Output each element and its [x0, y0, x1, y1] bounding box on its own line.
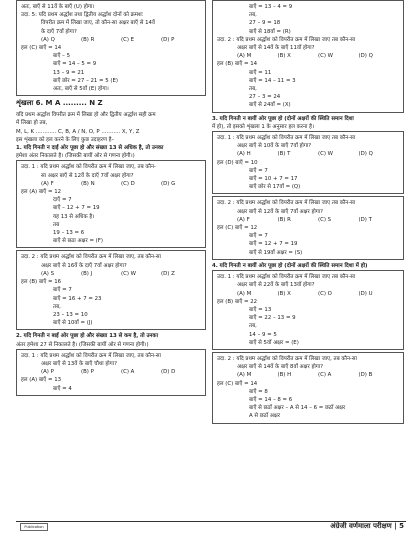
example-box	[212, 270, 404, 350]
solution-line: हल (C) बाएँ = 14	[21, 45, 62, 52]
example-box	[212, 0, 404, 113]
solution-line: बाएँ से छठाँ अक्षर – A से 14 – 6 = छठाँ अक्षर	[249, 405, 346, 412]
intro-line: इस शृंखला को हल करने के लिए कुछ उदाहरण है–	[16, 136, 115, 143]
solution-line: हल (C) बाएँ = 14	[217, 380, 258, 387]
solution-line: तब,	[249, 323, 257, 330]
option: (A) F	[41, 180, 54, 187]
rule-line: 1. यदि गिनती न दाईं ओर पूछा हो और संख्या 13 से अधिक है, तो उनका	[16, 145, 164, 152]
option: (B) N	[81, 180, 95, 187]
options-row	[21, 36, 201, 44]
solution-line: 23 – 13 = 10	[53, 311, 88, 318]
option: (A) H	[237, 151, 251, 158]
solution-line: हल (B) बाएँ = 14	[217, 61, 258, 68]
example-box	[212, 352, 404, 424]
option: (D) D	[161, 369, 176, 376]
solution-line: बाएँ = 12 + 7 = 19	[249, 241, 298, 248]
option: (C) W	[121, 270, 137, 277]
solution-line: तब,	[53, 303, 61, 310]
option: (C) W	[318, 151, 334, 158]
solution-line: बाएँ = 7	[249, 233, 268, 240]
text-line: उदा. 1 : यदि प्रथम अर्द्धांश को विपरीत क्रम में लिखा जाए, तब कौन-	[21, 164, 156, 171]
solution-line: बाएँ से छठा अक्षर = (F)	[53, 238, 103, 245]
page-footer	[0, 517, 416, 535]
solution-line: बाएँ = 11	[249, 69, 272, 76]
text-line: अक्षर बाएँ से 22वें के बाएँ 13वाँ होगा?	[237, 282, 315, 289]
solution-line: बाएँ – 5	[53, 53, 71, 60]
text-line: उदा. 5: यदि प्रथम अर्द्धांश तथा द्वितीय अर्द्धांश दोनों को क्रमशः	[21, 12, 143, 19]
option: (A) P	[41, 369, 54, 376]
solution-line: हल (A) बाएँ = 13	[21, 377, 62, 384]
option: (D) Q	[358, 53, 373, 60]
example-box	[16, 250, 206, 330]
solution-line: 19 – 13 = 6	[53, 230, 85, 237]
option: (A) F	[237, 216, 250, 223]
option: (D) U	[358, 290, 373, 297]
option: (A) M	[237, 53, 252, 60]
solution-line: 14 – 9 = 5	[249, 331, 277, 338]
option: (D) Q	[358, 151, 373, 158]
solution-line: बाएँ = 16 + 7 = 23	[53, 295, 102, 302]
option: (D) Z	[161, 270, 175, 277]
intro-line: यदि प्रथम अर्द्धांश विपरीत क्रम में लिखा हो और द्वितीय अर्द्धांश सही क्रम	[16, 112, 156, 119]
text-line: अक्षर बाएँ से 13वें के बाएँ चौथा होगा?	[41, 360, 117, 367]
text-line: उदा. 1 : यदि प्रथम अर्द्धांश को विपरीत क्रम में लिखा जाए तब कौन-सा	[217, 135, 356, 142]
solution-line: बाएँ से 5वाँ अक्षर = (E)	[249, 339, 299, 346]
solution-line: तब,	[249, 86, 257, 93]
solution-line: बाएँ से 19वाँ अक्षर = (S)	[249, 249, 303, 256]
text-line: अक्षर बाएँ से 10वें के बाएँ 7वाँ होगा?	[237, 143, 312, 150]
solution-line: बाएँ = 7	[53, 287, 72, 294]
option: (A) Q	[41, 36, 55, 43]
options-row	[21, 270, 201, 278]
solution-line: हल (A) बाएँ = 12	[21, 189, 62, 196]
option: (A) M	[237, 372, 252, 379]
solution-line: बाएँ छोर से 17वाँ = (Q)	[249, 184, 301, 191]
option: (B) H	[277, 372, 292, 379]
option: (C) A	[318, 372, 332, 379]
options-row	[21, 180, 201, 188]
example-box	[16, 160, 206, 248]
text-line: उदा. 2 : यदि प्रथम अर्द्धांश को विपरीत क्रम में लिखा जाए तब कौन-सा	[217, 200, 356, 207]
text-line: उदा. 2 : यदि प्रथम अर्द्धांश को विपरीत क्रम में लिखा जाए तब कौन-सा	[217, 36, 356, 43]
text-line: विपरीत क्रम में लिखा जाए, तो कौन-सा अक्षर बाएँ से 14वें	[41, 20, 155, 27]
option: (A) M	[237, 290, 252, 297]
option: (D) B	[358, 372, 373, 379]
option: (B) T	[277, 151, 291, 158]
option: (B) J	[81, 270, 93, 277]
text-line: सा अक्षर बाएँ से 12वें के दाएँ 7वाँ अक्षर होगा?	[41, 172, 134, 179]
text-line: अक्षर बाएँ से 16वें के दाएँ 7वाँ अक्षर होगा?	[41, 262, 127, 269]
footer-title-page-number: अंग्रेजी वर्णमाला परीक्षण | 5	[330, 522, 404, 530]
text-line: उदा. 1 : यदि प्रथम अर्द्धांश को विपरीत क्रम में लिखा जाए, तब कौन-सा	[21, 352, 161, 359]
rule-line: हमेशा अंतर निकालते है। (जिसकी बायीं ओर से गणना होगी।)	[16, 153, 135, 160]
left-column	[16, 0, 206, 398]
solution-line: तब,	[249, 12, 257, 19]
solution-line: बाएँ = 10 + 7 = 17	[249, 176, 298, 183]
solution-line: बाएँ = 8	[249, 388, 268, 395]
solution-line: बाएँ = 14 – 5 = 9	[53, 61, 97, 68]
solution-line: 27 – 3 = 24	[249, 94, 281, 101]
solution-line: तब	[53, 221, 60, 228]
text-line: उदा. 2 : यदि प्रथम अर्द्धांश को विपरीत क्रम में लिखा जाए, तब कौन-सा	[21, 254, 161, 261]
example-box	[16, 349, 206, 396]
option: (C) A	[121, 369, 135, 376]
solution-line: बाएँ = 14 – 11 = 3	[249, 77, 296, 84]
text-line: अक्षर बाएँ से 12वें के बाएँ 7वाँ अक्षर होगा?	[237, 208, 324, 215]
right-column	[212, 0, 404, 426]
section-heading: शृंखला 6. M A ......... N Z	[16, 99, 103, 108]
options-row	[217, 150, 399, 158]
text-line: के दाएँ 7वाँ होगा?	[41, 28, 77, 35]
text-line: उदा. 2 : यदि प्रथम अर्द्धांश को विपरीत क्रम में लिखा जाए, तब कौन-सा	[217, 355, 357, 362]
text-line: अक्षर बाएँ से 14वें के बाएँ 11वाँ होगा?	[237, 45, 315, 52]
option: (D) T	[358, 216, 372, 223]
rule-line: में हो), तो इसको शृंखला 1 के अनुसार हल करना है।	[212, 123, 315, 130]
solution-line: दाएँ = 7	[53, 197, 72, 204]
option: (C) D	[121, 180, 135, 187]
option: (D) P	[161, 36, 175, 43]
option: (B) R	[277, 216, 291, 223]
options-row	[217, 216, 399, 224]
option: (B) X	[277, 290, 291, 297]
solution-line: बाएँ छोर = 27 – 21 = 5 (E)	[53, 77, 119, 84]
options-row	[217, 52, 399, 60]
option: (C) O	[318, 290, 332, 297]
options-row	[217, 290, 399, 298]
publisher-logo: Publication	[20, 523, 48, 531]
solution-line: हल (C) बाएँ = 12	[217, 225, 258, 232]
option: (A) S	[41, 270, 55, 277]
text-line: अतः, बाएँ से 11वें के बाएँ (U) होगा।	[21, 4, 95, 10]
option: (C) W	[318, 53, 334, 60]
solution-line: बाएँ से 24वाँ = (X)	[249, 102, 291, 109]
solution-line: बाएँ से 18वाँ = (R)	[249, 28, 291, 35]
text-line: अक्षर बाएँ से 14वें के बाएँ 8वाँ अक्षर होगा?	[237, 364, 324, 371]
solution-line: यह 13 से अधिक है।	[53, 213, 95, 220]
intro-line: M, L, K ............ C, B, A / N, O, P ........... X, Y, Z	[16, 128, 140, 135]
option: (B) R	[81, 36, 95, 43]
solution-line: बाएँ = 22 – 13 = 9	[249, 315, 296, 322]
rule-line: 4. यदि गिनती न बायीं ओर पूछा हो (दोनों अक्षरों की स्थिति समान दिशा में हो)	[212, 262, 368, 269]
rule-line: 3. यदि गिनती न बायीं ओर पूछा हो (दोनों अक्षरों की स्थिति समान दिशा	[212, 115, 354, 122]
solution-line: हल (B) बाएँ = 16	[21, 279, 62, 286]
solution-line: A से छठाँ अक्षर	[249, 413, 280, 420]
option: (C) S	[318, 216, 332, 223]
example-box	[212, 131, 404, 194]
solution-line: बाएँ = 7	[249, 167, 268, 174]
solution-line: 13 – 9 = 21	[53, 69, 85, 76]
solution-line: बाएँ से 10वाँ = (J)	[53, 320, 93, 327]
solution-line: अतः, बाएँ से 5वाँ (E) होगा।	[53, 86, 109, 93]
options-row	[217, 371, 399, 379]
option: (B) P	[81, 369, 94, 376]
solution-line: बाएँ = 4	[53, 385, 72, 392]
rule-line: 2. यदि गिनती न बाईं ओर पूछा हो और संख्या 13 से कम है, तो उनका	[16, 333, 158, 340]
option: (D) G	[161, 180, 176, 187]
intro-line: में लिखा हो तब,	[16, 120, 48, 127]
solution-line: 27 – 9 = 18	[249, 20, 281, 27]
option: (C) E	[121, 36, 135, 43]
solution-line: हल (B) बाएँ = 22	[217, 298, 258, 305]
solution-line: बाएँ = 13	[249, 306, 272, 313]
options-row	[21, 368, 201, 376]
rule-line: अंतर हमेशा 27 से निकालते है। (जिसकी बायीं ओर से गणना होगी।)	[16, 341, 149, 348]
solution-line: बाएँ = 14 – 8 = 6	[249, 396, 293, 403]
option: (B) X	[277, 53, 291, 60]
text-line: उदा. 1 : यदि प्रथम अर्द्धांश को विपरीत क्रम में लिखा जाए तब कौन-सा	[217, 274, 356, 281]
solution-line: बाएँ = 13 – 4 = 9	[249, 4, 293, 10]
example-box	[16, 0, 206, 96]
solution-line: हल (D) बाएँ = 10	[217, 159, 258, 166]
solution-line: बाएँ – 12 + 7 = 19	[53, 205, 100, 212]
example-box	[212, 196, 404, 259]
